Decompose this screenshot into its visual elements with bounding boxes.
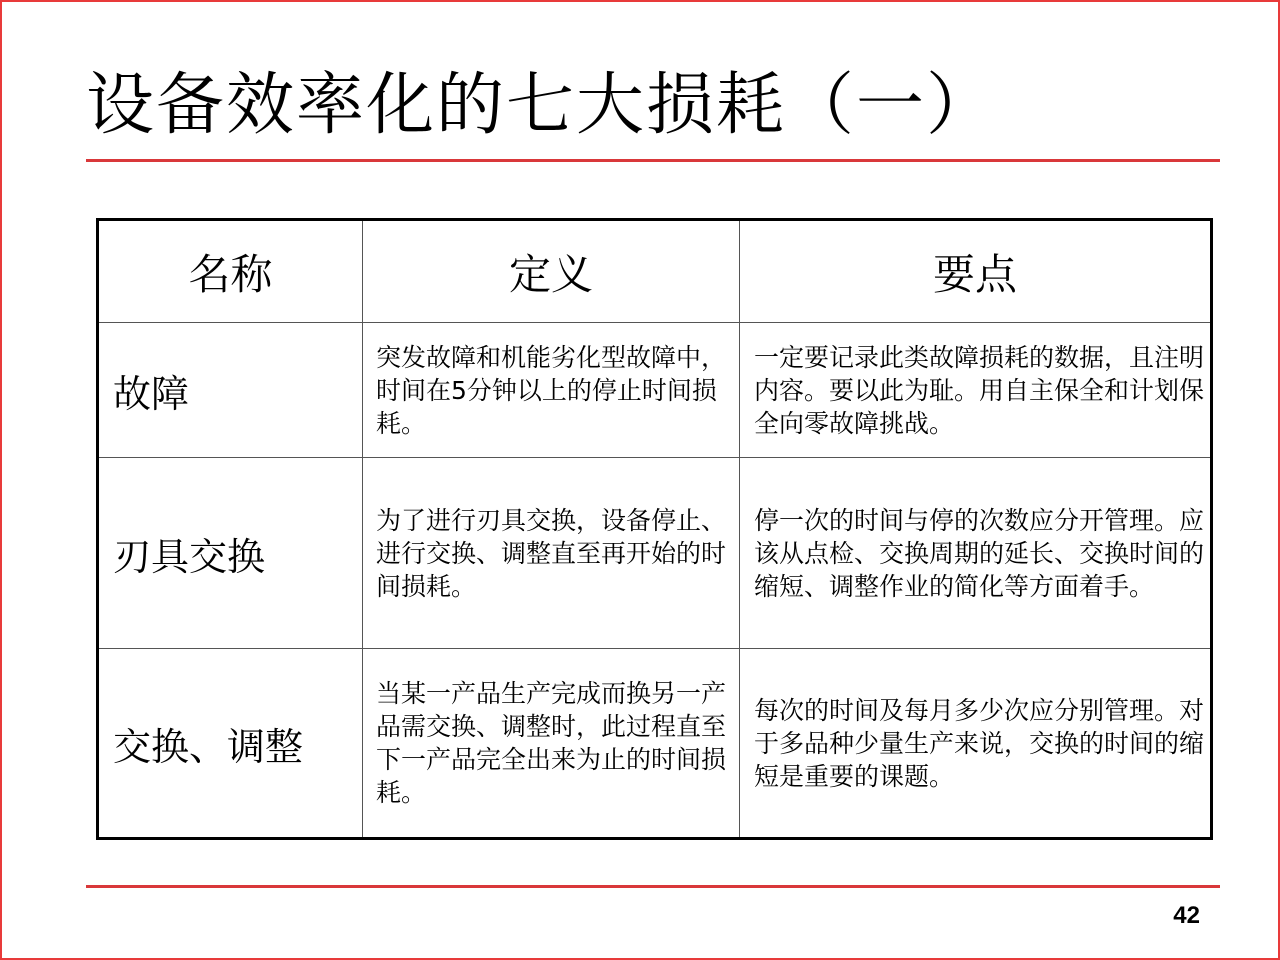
losses-table: [96, 218, 1213, 840]
row-definition: 为了进行刃具交换，设备停止、进行交换、调整直至再开始的时间损耗。: [363, 458, 740, 649]
row-key-points: 每次的时间及每月多少次应分别管理。对于多品种少量生产来说，交换的时间的缩短是重要的课题。: [740, 649, 1212, 839]
footer-rule: [86, 885, 1220, 888]
row-definition: 当某一产品生产完成而换另一产品需交换、调整时，此过程直至下一产品完全出来为止的时间损耗。: [363, 649, 740, 839]
slide-title: 设备效率化的七大损耗（一）: [86, 66, 997, 145]
row-name: 刃具交换: [98, 458, 363, 649]
row-key-points: 一定要记录此类故障损耗的数据，且注明内容。要以此为耻。用自主保全和计划保全向零故障挑战。: [740, 323, 1212, 458]
table-row: [98, 649, 1212, 839]
title-underline: [86, 159, 1220, 162]
header-name: 名称: [98, 220, 363, 323]
header-key-points: 要点: [740, 220, 1212, 323]
row-key-points: 停一次的时间与停的次数应分开管理。应该从点检、交换周期的延长、交换时间的缩短、调整作业的简化等方面着手。: [740, 458, 1212, 649]
header-definition: 定义: [363, 220, 740, 323]
row-name: 交换、调整: [98, 649, 363, 839]
table-header-row: [98, 220, 1212, 323]
row-definition: 突发故障和机能劣化型故障中，时间在5分钟以上的停止时间损耗。: [363, 323, 740, 458]
table-row: [98, 458, 1212, 649]
row-name: 故障: [98, 323, 363, 458]
page-number: 42: [1173, 902, 1200, 929]
table-row: [98, 323, 1212, 458]
